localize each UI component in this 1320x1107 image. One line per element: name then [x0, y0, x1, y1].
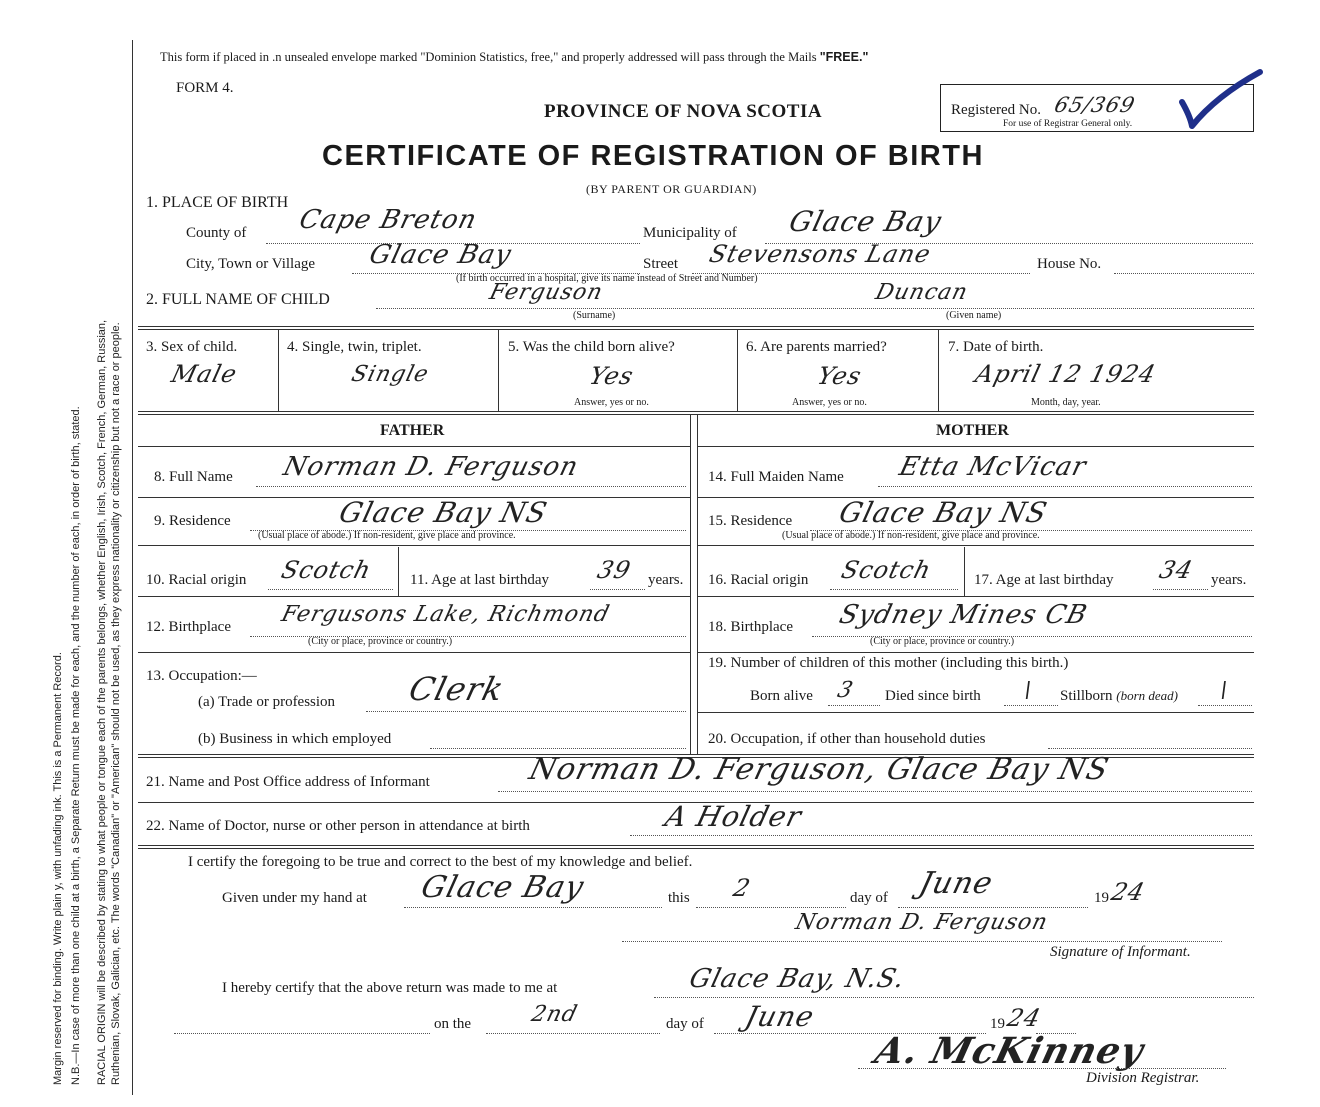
street-value: Stevensons Lane: [706, 240, 935, 268]
margin-note-3: RACIAL ORIGIN will be described by stating to what people or tongue each of the parents belongs, whether English, Irish, Scotch, French, German, Russian,: [96, 319, 108, 1085]
margin-note-4: Ruthenian, Slovak, Galician, etc. The words "Canadian" or "American" should not be used, as they express nationality or citizenship but not a race or people.: [110, 322, 122, 1085]
father-heading: FATHER: [380, 422, 445, 439]
given-year-prefix: 19: [1094, 890, 1109, 906]
sex-label: 3. Sex of child.: [146, 339, 238, 355]
child-name-label: 2. FULL NAME OF CHILD: [146, 291, 330, 308]
father-name-value: Norman D. Ferguson: [280, 452, 582, 482]
born-alive-caption: Answer, yes or no.: [574, 397, 649, 408]
born-alive-value: Yes: [586, 362, 637, 390]
informant-label: 21. Name and Post Office address of Informant: [146, 774, 430, 790]
province-heading: PROVINCE OF NOVA SCOTIA: [544, 101, 823, 122]
sex-value: Male: [168, 360, 241, 388]
registrar-year-value: 24: [1004, 1004, 1045, 1032]
died-since-birth-label: Died since birth: [885, 688, 981, 704]
trade-label: (a) Trade or profession: [198, 694, 336, 710]
child-given-value: Duncan: [872, 280, 971, 305]
city-value: Glace Bay: [366, 240, 515, 270]
registrar-day-value: 2nd: [528, 1002, 581, 1027]
doctor-value: A Holder: [661, 800, 806, 833]
house-number-label: House No.: [1037, 256, 1102, 272]
street-label: Street: [643, 256, 678, 272]
given-place-value: Glace Bay: [417, 870, 588, 905]
margin-divider: [132, 40, 133, 1095]
mother-occupation-label: 20. Occupation, if other than household duties: [708, 731, 986, 747]
place-of-birth-label: 1. PLACE OF BIRTH: [146, 194, 289, 211]
mother-birthplace-value: Sydney Mines CB: [836, 600, 1091, 630]
check-mark-icon: [1176, 66, 1266, 136]
dob-label: 7. Date of birth.: [948, 339, 1044, 355]
margin-note-1: Margin reserved for binding. Write plain y, with unfading ink. This is a Permanent Record.: [52, 652, 64, 1085]
informant-signature: Norman D. Ferguson: [792, 910, 1051, 935]
mother-age-label: 17. Age at last birthday: [974, 572, 1114, 588]
father-racial-value: Scotch: [278, 556, 375, 584]
given-under-label: Given under my hand at: [222, 890, 367, 906]
mother-birthplace-label: 18. Birthplace: [708, 619, 793, 635]
born-alive-question: 5. Was the child born alive?: [508, 339, 675, 355]
father-residence-caption: (Usual place of abode.) If non-resident, give place and province.: [258, 530, 516, 541]
certify-statement: I certify the foregoing to be true and correct to the best of my knowledge and belief.: [188, 854, 693, 870]
mother-residence-value: Glace Bay NS: [835, 496, 1051, 529]
born-alive-count-label: Born alive: [750, 688, 813, 704]
county-label: County of: [186, 225, 247, 241]
registrar-note: For use of Registrar General only.: [1003, 119, 1133, 129]
died-since-birth-value: \: [1020, 678, 1036, 703]
born-alive-count-value: 3: [834, 678, 857, 703]
county-value: Cape Breton: [296, 205, 481, 235]
registrar-day-of-label: day of: [666, 1016, 704, 1032]
married-value: Yes: [814, 362, 865, 390]
registrar-statement: I hereby certify that the above return was made to me at: [222, 980, 558, 996]
mother-birthplace-caption: (City or place, province or country.): [870, 636, 1015, 647]
registered-label: Registered No.: [951, 102, 1041, 118]
hospital-note: (If birth occurred in a hospital, give its name instead of Street and Number): [456, 273, 758, 284]
given-caption: (Given name): [946, 310, 1002, 321]
mother-residence-label: 15. Residence: [708, 513, 793, 529]
mother-heading: MOTHER: [936, 422, 1009, 439]
stillborn-value: \: [1216, 678, 1232, 703]
father-birthplace-caption: (City or place, province or country.): [308, 636, 453, 647]
registrar-year-prefix: 19: [990, 1016, 1005, 1032]
mother-racial-value: Scotch: [838, 556, 935, 584]
city-label: City, Town or Village: [186, 256, 316, 272]
mother-age-suffix: years.: [1211, 572, 1247, 588]
mail-notice: This form if placed in .n unsealed envelope marked "Dominion Statistics, free," and properly addressed will pass through the Mails "FREE.": [160, 50, 869, 64]
registrar-signature: A. McKinney: [870, 1030, 1149, 1072]
municipality-label: Municipality of: [643, 225, 737, 241]
married-caption: Answer, yes or no.: [792, 397, 867, 408]
father-racial-label: 10. Racial origin: [146, 572, 247, 588]
plurality-label: 4. Single, twin, triplet.: [287, 339, 422, 355]
father-age-label: 11. Age at last birthday: [410, 572, 549, 588]
given-month-value: June: [915, 866, 997, 901]
certificate-subtitle: (BY PARENT OR GUARDIAN): [586, 182, 757, 196]
informant-value: Norman D. Ferguson, Glace Bay NS: [525, 752, 1113, 787]
father-residence-value: Glace Bay NS: [335, 496, 551, 529]
given-year-value: 24: [1108, 878, 1149, 906]
mother-name-value: Etta McVicar: [896, 452, 1090, 482]
father-birthplace-value: Fergusons Lake, Richmond: [278, 602, 613, 627]
informant-signature-label: Signature of Informant.: [1050, 944, 1191, 960]
married-question: 6. Are parents married?: [746, 339, 887, 355]
dob-caption: Month, day, year.: [1031, 397, 1101, 408]
stillborn-label: Stillborn (born dead): [1060, 688, 1179, 704]
division-registrar-label: Division Registrar.: [1086, 1070, 1200, 1086]
surname-caption: (Surname): [573, 310, 616, 321]
mother-name-label: 14. Full Maiden Name: [708, 469, 844, 485]
occupation-label: 13. Occupation:—: [146, 668, 257, 684]
given-day-of-label: day of: [850, 890, 888, 906]
municipality-value: Glace Bay: [785, 205, 946, 238]
business-label: (b) Business in which employed: [198, 731, 392, 747]
registrar-place-value: Glace Bay, N.S.: [686, 964, 909, 994]
this-label: this: [668, 890, 690, 906]
form-number: FORM 4.: [176, 80, 234, 96]
mother-residence-caption: (Usual place of abode.) If non-resident, give place and province.: [782, 530, 1040, 541]
on-the-label: on the: [434, 1016, 472, 1032]
given-day-value: 2: [730, 874, 754, 902]
mother-age-value: 34: [1156, 556, 1197, 584]
trade-value: Clerk: [405, 670, 509, 708]
father-residence-label: 9. Residence: [154, 513, 231, 529]
doctor-label: 22. Name of Doctor, nurse or other person in attendance at birth: [146, 818, 530, 834]
registrar-month-value: June: [741, 1000, 818, 1033]
children-count-label: 19. Number of children of this mother (including this birth.): [708, 655, 1069, 671]
father-age-suffix: years.: [648, 572, 684, 588]
registered-number: 65/369: [1052, 93, 1138, 117]
father-age-value: 39: [594, 556, 635, 584]
child-surname-value: Ferguson: [486, 280, 606, 305]
father-birthplace-label: 12. Birthplace: [146, 619, 231, 635]
father-name-label: 8. Full Name: [154, 469, 233, 485]
certificate-title: CERTIFICATE OF REGISTRATION OF BIRTH: [322, 140, 984, 172]
plurality-value: Single: [348, 362, 432, 387]
margin-note-2: N.B.—In case of more than one child at a birth, a Separate Return must be made for each, and the number of each, in order of birth, stated.: [70, 406, 82, 1085]
mother-racial-label: 16. Racial origin: [708, 572, 809, 588]
dob-value: April 12 1924: [972, 360, 1159, 388]
